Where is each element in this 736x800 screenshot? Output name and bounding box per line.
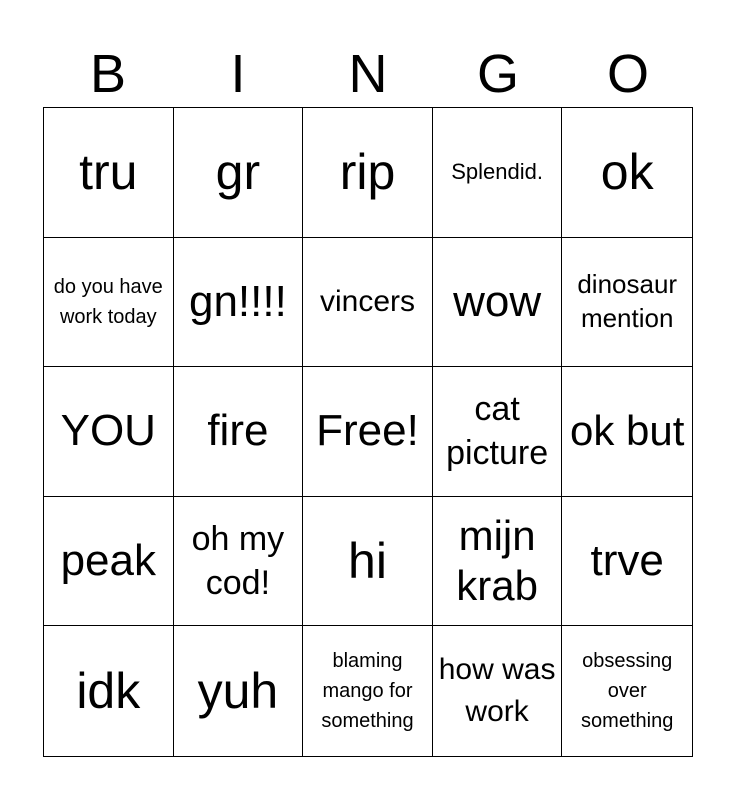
bingo-cell[interactable] — [562, 238, 692, 368]
bingo-cell[interactable] — [44, 497, 174, 627]
bingo-header — [43, 40, 693, 108]
bingo-cell[interactable] — [433, 367, 563, 497]
cell-text: gn!!!! — [188, 276, 287, 326]
cell-text: rip — [339, 143, 396, 200]
cell-text: tru — [79, 143, 138, 200]
cell-text: obsessing over something — [581, 650, 674, 733]
cell-text: blaming mango for something — [321, 650, 414, 733]
bingo-cell[interactable] — [174, 108, 304, 238]
bingo-cell[interactable] — [433, 497, 563, 627]
cell-text: dinosaur mention — [577, 269, 678, 333]
cell-text: vincers — [319, 284, 415, 318]
cell-text: gr — [215, 143, 261, 200]
bingo-cell[interactable] — [174, 367, 304, 497]
bingo-cell[interactable] — [562, 626, 692, 756]
bingo-cell[interactable] — [303, 108, 433, 238]
cell-text: Splendid. — [451, 158, 543, 184]
bingo-cell[interactable] — [174, 238, 304, 368]
bingo-cell[interactable] — [44, 626, 174, 756]
bingo-card — [43, 107, 693, 757]
bingo-cell[interactable] — [433, 238, 563, 368]
header-letter-i: I — [230, 44, 246, 104]
header-letter-g: G — [476, 44, 519, 104]
header-letter-b: B — [89, 44, 127, 104]
cell-text: do you have work today — [53, 275, 163, 328]
cell-text: oh my cod! — [191, 519, 285, 603]
cell-text: cat picture — [446, 390, 549, 473]
cell-text: ok but — [569, 407, 685, 455]
bingo-cell[interactable] — [44, 108, 174, 238]
cell-text: idk — [76, 662, 141, 719]
bingo-cell[interactable] — [562, 367, 692, 497]
bingo-cell[interactable] — [303, 626, 433, 756]
bingo-cell[interactable] — [303, 497, 433, 627]
bingo-cell[interactable] — [433, 626, 563, 756]
bingo-cell[interactable] — [44, 238, 174, 368]
header-letter-n: N — [348, 44, 388, 104]
cell-text: how was work — [438, 653, 556, 729]
cell-text: wow — [453, 276, 542, 326]
bingo-cell[interactable] — [303, 238, 433, 368]
bingo-cell[interactable] — [562, 497, 692, 627]
cell-text: peak — [60, 535, 156, 585]
bingo-cell[interactable] — [562, 108, 692, 238]
bingo-cell[interactable] — [174, 497, 304, 627]
cell-text: ok — [600, 143, 654, 200]
bingo-cell[interactable] — [44, 367, 174, 497]
cell-text: yuh — [197, 662, 279, 719]
cell-text: Free! — [316, 406, 419, 456]
cell-text: fire — [207, 406, 269, 456]
cell-text: trve — [590, 535, 664, 585]
bingo-cell[interactable] — [303, 367, 433, 497]
cell-text: mijn krab — [456, 511, 538, 610]
cell-text: YOU — [60, 406, 156, 456]
header-letter-o: O — [606, 44, 649, 104]
cell-text: hi — [348, 532, 387, 589]
bingo-cell[interactable] — [433, 108, 563, 238]
bingo-cell[interactable] — [174, 626, 304, 756]
